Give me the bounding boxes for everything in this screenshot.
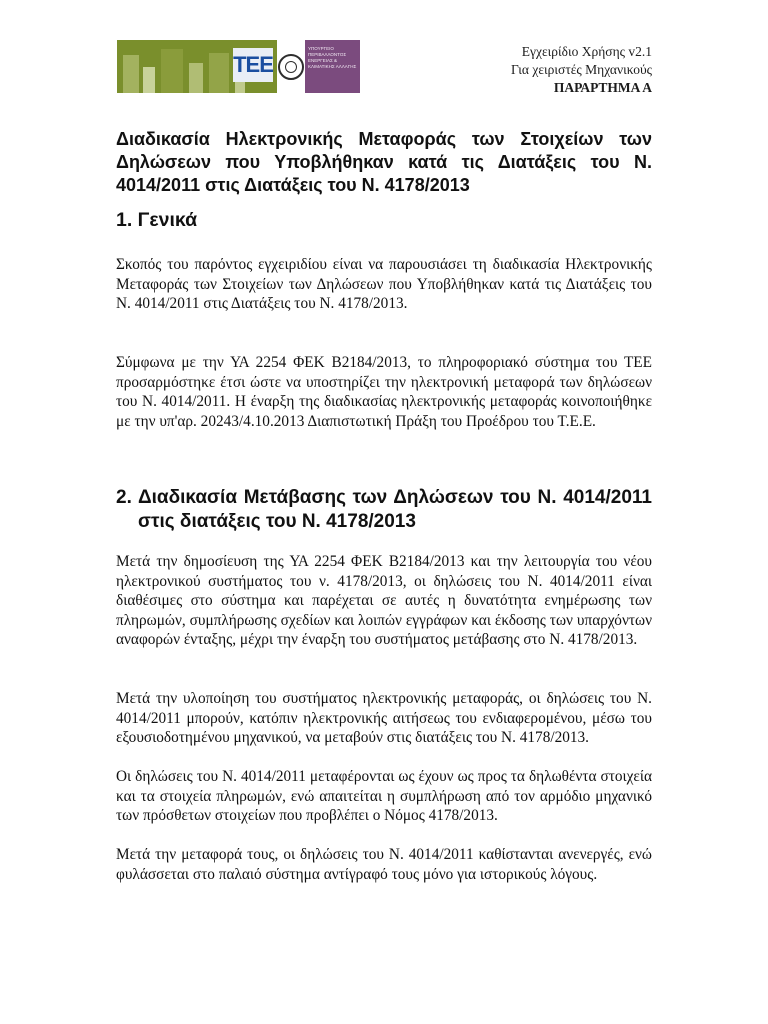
ministry-logo <box>305 40 360 93</box>
section-2-paragraph-1: Μετά την δημοσίευση της ΥΑ 2254 ΦΕΚ Β2184/2013 και την λειτουργία του νέου ηλεκτρονικού συστήματος του ν. 4178/2013, οι δηλώσεις του Ν. 4014/2011 είναι διαθέσιμες στο σύστημα και παρέχεται σε αυτές η δυνατότητα ενημέρωσης των πληρωμών, συμπλήρωσης σχεδίων και λοιπών εγγράφων και έκδοσης των υπαρχόντων αναφορών ένταξης, μέχρι την έναρξη του συστήματος μετάβασης στο Ν. 4178/2013. <box>116 553 652 649</box>
section-1-heading: 1. Γενικά <box>116 209 198 231</box>
section-2-heading-text: Διαδικασία Μετάβασης των Δηλώσεων του Ν. 4014/2011 στις διατάξεις του Ν. 4178/2013 <box>138 487 652 532</box>
section-2-heading <box>116 486 652 534</box>
section-1-paragraph-1: Σκοπός του παρόντος εγχειριδίου είναι να παρουσιάσει τη διαδικασία Ηλεκτρονικής Μεταφοράς των Στοιχείων των Δηλώσεων που Υποβλήθηκαν κατά τις Διατάξεις του Ν. 4014/2011 στις Διατάξεις του Ν. 4178/2013. <box>116 256 652 313</box>
document-header-info <box>511 43 652 97</box>
ministry-seal-icon <box>277 40 305 93</box>
manual-version: Εγχειρίδιο Χρήσης v2.1 <box>521 44 652 59</box>
section-2-paragraph-3: Οι δηλώσεις του Ν. 4014/2011 μεταφέρονται ως έχουν ως προς τα δηλωθέντα στοιχεία και τα στοιχεία πληρωμών, ενώ απαιτείται η συμπλήρωση από τον αρμόδιο μηχανικό των πρόσθετων στοιχείων που προβλέπει ο Νόμος 4178/2013. <box>116 768 652 825</box>
manual-audience: Για χειριστές Μηχανικούς <box>510 62 652 77</box>
document-title: Διαδικασία Ηλεκτρονικής Μεταφοράς των Στοιχείων των Δηλώσεων που Υποβλήθηκαν κατά τις Διατάξεις του Ν. 4014/2011 στις Διατάξεις του Ν. 4178/2013 <box>116 129 652 195</box>
header-logo-banner <box>117 40 360 93</box>
tee-banner-image <box>117 40 277 93</box>
section-2-paragraph-4: Μετά την μεταφορά τους, οι δηλώσεις του Ν. 4014/2011 καθίστανται ανενεργές, ενώ φυλάσσεται στο παλαιό σύστημα αντίγραφό τους μόνο για ιστορικούς λόγους. <box>116 846 652 883</box>
appendix-label: ΠΑΡΑΡΤΗΜΑ Α <box>553 80 652 95</box>
ministry-logo-text: ΥΠΟΥΡΓΕΙΟ ΠΕΡΙΒΑΛΛΟΝΤΟΣ ΕΝΕΡΓΕΙΑΣ & ΚΛΙΜΑΤΙΚΗΣ ΑΛΛΑΓΗΣ <box>308 46 357 69</box>
tee-logo: ΤΕΕ <box>233 48 273 82</box>
section-2-paragraph-2: Μετά την υλοποίηση του συστήματος ηλεκτρονικής μεταφοράς, οι δηλώσεις του Ν. 4014/2011 μπορούν, κατόπιν ηλεκτρονικής αιτήσεως του ενδιαφερομένου, μέσω του εξουσιοδοτημένου μηχανικού, να μεταβούν στις διατάξεις του Ν. 4178/2013. <box>116 690 652 747</box>
section-1-paragraph-2: Σύμφωνα με την ΥΑ 2254 ΦΕΚ Β2184/2013, το πληροφοριακό σύστημα του ΤΕΕ προσαρμόστηκε έτσι ώστε να υποστηρίζει την ηλεκτρονική μεταφορά των δηλώσεων του Ν. 4014/2011. Η έναρξη της διαδικασίας ηλεκτρονικής μεταφοράς κοινοποιήθηκε με την υπ'αρ. 20243/4.10.2013 Διαπιστωτική Πράξη του Προέδρου του Τ.Ε.Ε. <box>116 354 652 430</box>
section-2-number: 2. <box>116 487 132 508</box>
